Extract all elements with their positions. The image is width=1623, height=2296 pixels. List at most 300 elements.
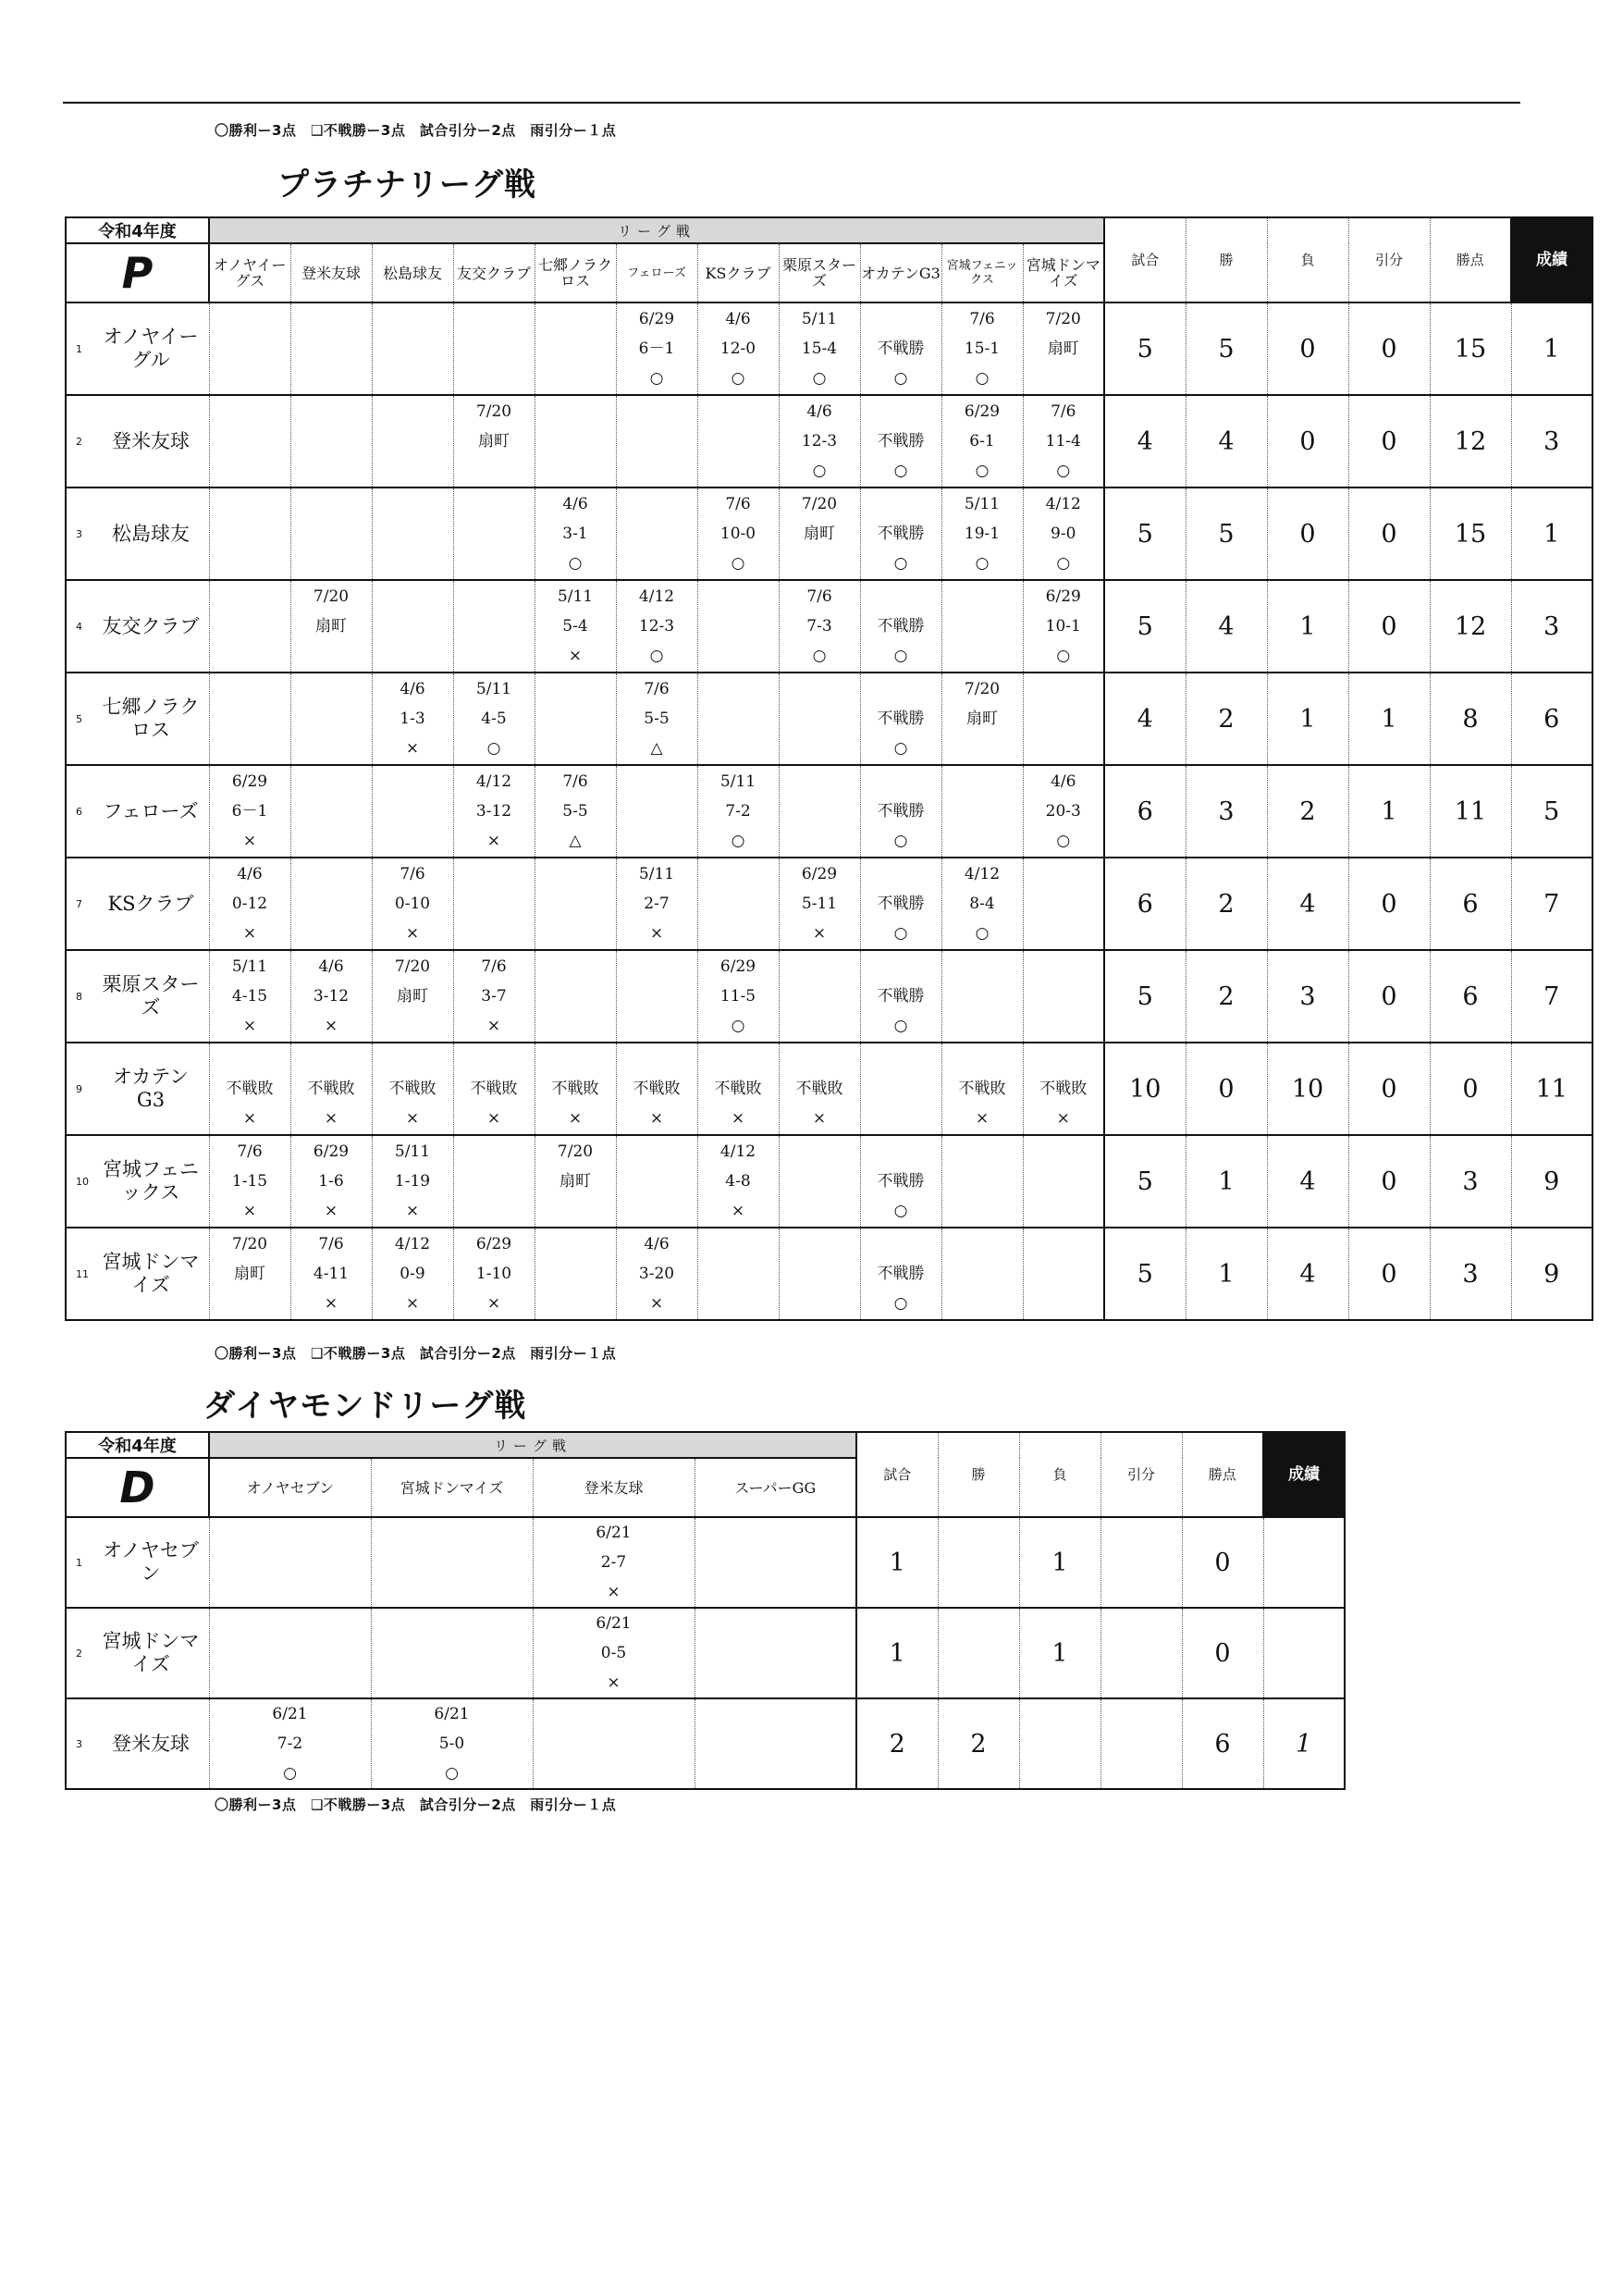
team-number: 3 [76,527,82,540]
match-score: 扇町 [478,432,510,451]
rank-value: 5 [1511,765,1592,858]
column-header: オカテンG3 [860,243,941,302]
match-result-mark: × [405,1294,420,1313]
result-cell [533,1517,695,1608]
match-score: 7-3 [806,617,832,636]
match-result-mark: × [486,832,501,850]
losses-value: 1 [1267,673,1348,765]
match-result-mark: × [405,924,420,943]
match-date: 7/6 [318,1235,344,1253]
match-score: 不戦勝 [877,1172,925,1191]
column-header: 宮城ドンマイズ [371,1458,533,1517]
result-cell [941,1228,1023,1320]
result-cell [209,1517,371,1608]
match-score: 3-12 [313,987,350,1006]
rank-value: 1 [1511,488,1592,580]
result-cell [1023,580,1104,673]
match-result-mark: △ [569,832,582,850]
result-cell [290,765,372,858]
result-cell [616,765,697,858]
match-result-mark: × [405,1202,420,1220]
match-date [291,1044,372,1074]
draws-value: 0 [1348,1043,1430,1135]
match-result-mark: × [486,1294,501,1313]
match-result-mark [291,641,372,671]
result-cell [779,858,860,950]
match-date: 6/29 [313,1142,350,1161]
rank-value: 3 [1511,580,1592,673]
result-cell [941,765,1023,858]
column-header: KSクラブ [697,243,779,302]
diamond-league-table [65,1431,1346,1790]
match-result-mark: ○ [812,462,827,480]
result-cell [535,580,616,673]
match-date: 5/11 [638,865,675,883]
match-date: 7/6 [562,772,588,791]
losses-value: 1 [1267,580,1348,673]
team-number: 7 [76,897,82,910]
platinum-league-table [65,216,1593,1321]
match-result-mark [1024,364,1104,393]
result-cell [372,1043,453,1135]
result-cell [779,765,860,858]
match-score: 不戦敗 [1039,1080,1088,1098]
match-score: 7-2 [277,1734,303,1753]
match-result-mark [454,456,535,486]
losses-value: 0 [1267,488,1348,580]
match-result-mark: × [242,1109,257,1128]
result-cell [453,950,535,1043]
losses-value: 0 [1267,395,1348,488]
result-cell [453,395,535,488]
result-cell [860,1043,941,1135]
match-date: 5/11 [719,772,756,791]
match-date [861,582,941,611]
result-cell [860,395,941,488]
draws-value: 0 [1348,580,1430,673]
points-value: 0 [1182,1517,1263,1608]
match-result-mark: × [486,1017,501,1035]
result-cell [616,488,697,580]
match-result-mark: ○ [1056,832,1071,850]
match-score: 5-5 [562,802,588,821]
losses-value: 1 [1019,1608,1100,1698]
match-date: 6/21 [596,1614,632,1633]
rank-header: 成績 [1511,217,1592,302]
rank-value [1263,1517,1345,1608]
match-result-mark [780,549,860,578]
diamond-league-title: ダイヤモンドリーグ戦 [203,1388,527,1425]
wins-value: 1 [1186,1228,1267,1320]
match-date: 7/6 [237,1142,263,1161]
result-cell [535,1043,616,1135]
result-cell [453,302,535,395]
league-letter: D [66,1458,209,1517]
match-date: 6/21 [272,1705,308,1723]
result-cell [209,950,290,1043]
match-date: 7/20 [475,402,512,421]
match-result-mark: × [324,1109,338,1128]
match-result-mark: × [405,739,420,758]
losses-value: 3 [1267,950,1348,1043]
draws-value: 0 [1348,1135,1430,1228]
match-score: 5-5 [644,710,670,728]
result-cell [1023,858,1104,950]
result-cell [290,395,372,488]
result-cell [535,1228,616,1320]
team-cell [66,302,209,395]
team-cell [66,1135,209,1228]
points-value: 6 [1182,1698,1263,1789]
rank-value: 9 [1511,1135,1592,1228]
match-result-mark: ○ [649,647,664,665]
result-cell [616,673,697,765]
result-cell [535,950,616,1043]
losses-value: 4 [1267,858,1348,950]
team-number: 4 [76,620,82,633]
games-value: 4 [1104,673,1186,765]
column-header: 栗原スターズ [779,243,860,302]
losses-value: 10 [1267,1043,1348,1135]
match-date: 7/20 [557,1142,594,1161]
result-cell [371,1698,533,1789]
result-cell [372,858,453,950]
column-header: フェローズ [616,243,697,302]
match-score: 3-12 [475,802,512,821]
result-cell [860,1135,941,1228]
team-cell [66,1043,209,1135]
team-number: 9 [76,1082,82,1095]
platinum-league-title: プラチナリーグ戦 [277,167,536,204]
games-value: 10 [1104,1043,1186,1135]
rank-value: 11 [1511,1043,1592,1135]
match-result-mark: ○ [1056,554,1071,573]
match-date [861,1137,941,1167]
result-cell [860,765,941,858]
result-cell [1023,1228,1104,1320]
team-number: 5 [76,712,82,725]
team-number: 1 [76,1556,82,1569]
games-value: 4 [1104,395,1186,488]
match-date: 5/11 [964,495,1001,513]
result-cell [1023,395,1104,488]
match-score: 不戦勝 [877,987,925,1006]
column-header: 宮城ドンマイズ [1023,243,1104,302]
match-score: 1-6 [318,1172,344,1191]
match-score: 0-5 [600,1644,627,1662]
result-cell [860,488,941,580]
match-result-mark [535,1196,616,1226]
match-score: 10-0 [719,525,756,543]
result-cell [779,1135,860,1228]
column-header: 登米友球 [290,243,372,302]
match-result-mark [210,1289,290,1318]
table-row [66,1517,1345,1608]
wins-value: 1 [1186,1135,1267,1228]
match-date: 4/12 [719,1142,756,1161]
team-name: オノヤセブン [103,1539,199,1585]
wins-value: 2 [938,1698,1019,1789]
points-value: 6 [1430,858,1511,950]
match-date: 5/11 [231,957,268,976]
games-value: 2 [856,1698,938,1789]
team-name: フェローズ [103,799,199,822]
match-date: 6/21 [434,1705,470,1723]
result-cell [535,395,616,488]
table-row [66,488,1592,580]
match-result-mark: ○ [812,369,827,388]
result-cell [290,1043,372,1135]
match-score: 15-1 [964,339,1001,358]
match-result-mark: ○ [893,1202,908,1220]
draws-value: 0 [1348,1228,1430,1320]
table-row [66,395,1592,488]
result-cell [697,302,779,395]
match-date: 4/12 [638,587,675,606]
team-number: 6 [76,805,82,818]
losses-value: 1 [1019,1517,1100,1608]
rank-header: 成績 [1263,1432,1345,1517]
table-row [66,950,1592,1043]
points-value: 3 [1430,1228,1511,1320]
match-date [454,1044,535,1074]
points-value: 12 [1430,580,1511,673]
result-cell [209,395,290,488]
wins-value [938,1517,1019,1608]
match-result-mark [942,734,1023,763]
match-date: 7/6 [481,957,507,976]
match-result-mark: ○ [893,739,908,758]
team-number: 11 [76,1267,89,1280]
stat-header-draws: 引分 [1100,1432,1182,1517]
match-score: 15-4 [801,339,838,358]
scoring-legend: 〇勝利ー3点 ❑不戦勝ー3点 試合引分ー2点 雨引分ー１点 [215,1796,617,1813]
team-name: オカテンG3 [112,1066,190,1111]
match-score: 3-1 [562,525,588,543]
result-cell [941,395,1023,488]
match-result-mark: ○ [731,832,745,850]
match-score: 不戦敗 [633,1080,681,1098]
match-score: 不戦勝 [877,432,925,451]
games-value: 1 [856,1608,938,1698]
match-score: 19-1 [964,525,1001,543]
team-cell [66,395,209,488]
match-date: 4/6 [644,1235,670,1253]
draws-value [1100,1517,1182,1608]
match-score: 8-4 [969,895,995,913]
result-cell [290,580,372,673]
match-date: 7/20 [964,680,1001,698]
result-cell [860,580,941,673]
wins-value: 0 [1186,1043,1267,1135]
league-letter: P [66,243,209,302]
match-result-mark: ○ [975,924,990,943]
points-value: 0 [1430,1043,1511,1135]
draws-value: 0 [1348,950,1430,1043]
match-result-mark: ○ [975,462,990,480]
match-score: 5-11 [801,895,838,913]
losses-value: 2 [1267,765,1348,858]
match-score: 10-1 [1045,617,1081,636]
result-cell [779,488,860,580]
column-header: 松島球友 [372,243,453,302]
result-cell [372,1228,453,1320]
match-score: 11-5 [719,987,756,1006]
match-result-mark: ○ [283,1764,297,1783]
result-cell [695,1698,856,1789]
match-score: 1-3 [400,710,425,728]
team-name: 宮城フェニックス [103,1158,199,1204]
match-score: 6－1 [231,802,268,821]
team-name: 登米友球 [112,1732,190,1755]
match-date: 4/6 [562,495,588,513]
team-number: 10 [76,1175,89,1188]
result-cell [697,673,779,765]
match-score: 不戦勝 [877,1265,925,1283]
match-score: 不戦勝 [877,525,925,543]
rank-value: 3 [1511,395,1592,488]
table-row [66,673,1592,765]
stat-header-losses: 負 [1267,217,1348,302]
result-cell [372,302,453,395]
team-name: 宮城ドンマイズ [102,1251,200,1296]
match-score: 2-7 [600,1553,627,1572]
match-score: 0-10 [394,895,431,913]
match-score: 扇町 [315,617,347,636]
wins-value: 2 [1186,858,1267,950]
team-cell [66,580,209,673]
result-cell [209,765,290,858]
losses-value: 4 [1267,1228,1348,1320]
match-score: 不戦勝 [877,617,925,636]
match-result-mark: × [568,1109,583,1128]
stat-header-games: 試合 [856,1432,938,1517]
points-value: 3 [1430,1135,1511,1228]
column-header: 登米友球 [533,1458,695,1517]
result-cell [453,580,535,673]
result-cell [616,950,697,1043]
match-date: 4/6 [318,957,344,976]
match-date: 7/6 [725,495,751,513]
result-cell [372,673,453,765]
result-cell [453,673,535,765]
result-cell [616,395,697,488]
match-score: 扇町 [804,525,835,543]
match-result-mark: × [649,1109,664,1128]
result-cell [1023,1135,1104,1228]
table-row [66,765,1592,858]
match-score: 不戦勝 [877,895,925,913]
match-score: 3-7 [481,987,507,1006]
result-cell [860,858,941,950]
top-rule [63,102,1520,104]
points-value: 15 [1430,302,1511,395]
match-score: 5-4 [562,617,588,636]
column-header: スーパーGG [695,1458,856,1517]
result-cell [371,1608,533,1698]
draws-value: 0 [1348,488,1430,580]
draws-value: 0 [1348,302,1430,395]
games-value: 1 [856,1517,938,1608]
match-score: 11-4 [1045,432,1081,451]
match-result-mark: ○ [731,554,745,573]
points-value: 6 [1430,950,1511,1043]
result-cell [372,765,453,858]
match-date: 7/20 [394,957,431,976]
team-name: 友交クラブ [102,614,200,637]
result-cell [1023,673,1104,765]
result-cell [1023,302,1104,395]
match-date: 4/12 [1045,495,1081,513]
match-result-mark: ○ [893,647,908,665]
result-cell [535,765,616,858]
match-result-mark: × [607,1673,621,1692]
match-score: 扇町 [234,1265,265,1283]
result-cell [779,950,860,1043]
result-cell [941,302,1023,395]
match-date: 6/29 [719,957,756,976]
result-cell [616,580,697,673]
column-header: オノヤセブン [209,1458,371,1517]
match-result-mark: × [731,1202,745,1220]
result-cell [697,1043,779,1135]
stat-header-points: 勝点 [1430,217,1511,302]
games-value: 5 [1104,302,1186,395]
result-cell [209,858,290,950]
match-result-mark: ○ [893,924,908,943]
group-label: リーグ戦 [209,1432,856,1458]
result-cell [697,1135,779,1228]
match-result-mark: ○ [1056,647,1071,665]
match-score: 不戦勝 [877,339,925,358]
result-cell [941,673,1023,765]
rank-value: 7 [1511,950,1592,1043]
match-score: 12-3 [801,432,838,451]
result-cell [535,488,616,580]
points-value: 8 [1430,673,1511,765]
result-cell [941,488,1023,580]
result-cell [697,950,779,1043]
column-header: 七郷ノラクロス [535,243,616,302]
draws-value: 0 [1348,858,1430,950]
rank-value: 1 [1263,1698,1345,1789]
team-cell [66,488,209,580]
match-score: 不戦敗 [795,1080,843,1098]
result-cell [290,1135,372,1228]
match-date: 7/6 [1051,402,1076,421]
stat-header-games: 試合 [1104,217,1186,302]
result-cell [453,1228,535,1320]
result-cell [616,1135,697,1228]
match-score: 不戦敗 [307,1080,355,1098]
losses-value: 4 [1267,1135,1348,1228]
rank-value: 1 [1511,302,1592,395]
match-result-mark: ○ [975,369,990,388]
match-date: 4/6 [400,680,425,698]
match-result-mark: × [242,1202,257,1220]
team-name: 宮城ドンマイズ [102,1630,200,1675]
match-date [1024,1044,1104,1074]
match-date: 6/29 [475,1235,512,1253]
result-cell [616,302,697,395]
result-cell [779,302,860,395]
team-number: 1 [76,342,82,355]
team-name: 松島球友 [112,522,190,545]
match-score: 4-15 [231,987,268,1006]
match-score: 9-0 [1051,525,1076,543]
result-cell [209,1043,290,1135]
match-score: 扇町 [397,987,428,1006]
